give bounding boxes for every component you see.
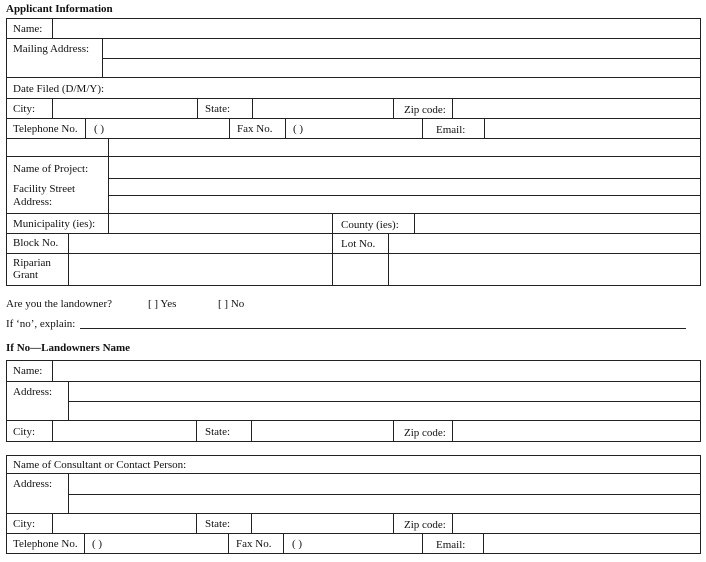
landowner-state-label: State:: [205, 426, 231, 438]
landowner-state-field[interactable]: [252, 421, 393, 441]
consultant-address-label: Address:: [13, 478, 53, 490]
facility-address-label: Address:: [13, 196, 53, 208]
date-filed-label: Date Filed (D/M/Y):: [13, 83, 105, 95]
mailing-address-field-1[interactable]: [103, 39, 700, 58]
landowner-city-field[interactable]: [53, 421, 196, 441]
email-field[interactable]: [485, 119, 700, 138]
consultant-city-field[interactable]: [53, 514, 196, 533]
landowner-address-field-2[interactable]: [69, 402, 700, 420]
landowner-yes-checkbox[interactable]: [ ] Yes: [148, 298, 177, 310]
project-name-label: Name of Project:: [13, 163, 89, 175]
landowner-name-field[interactable]: [53, 361, 700, 381]
municipality-field[interactable]: [109, 214, 332, 233]
lot-label: Lot No.: [341, 238, 376, 250]
name-field[interactable]: [53, 19, 700, 38]
riparian-label: Riparian: [13, 257, 51, 269]
consultant-heading: Name of Consultant or Contact Person:: [13, 459, 187, 471]
landowner-question: Are you the landowner?: [6, 298, 112, 310]
applicant-heading: Applicant Information: [6, 3, 113, 15]
city-field[interactable]: [53, 99, 197, 118]
consultant-state-field[interactable]: [252, 514, 393, 533]
facility-address-field-2[interactable]: [109, 196, 700, 213]
consultant-fax-field[interactable]: [284, 534, 422, 553]
mailing-address-label: Mailing Address:: [13, 43, 90, 55]
fax-label: Fax No.: [237, 123, 273, 135]
consultant-fax-area-code: ( ): [292, 538, 303, 550]
landowner-address-label: Address:: [13, 386, 53, 398]
consultant-address-field-2[interactable]: [69, 495, 700, 513]
fax-area-code: ( ): [293, 123, 304, 135]
block-field[interactable]: [69, 234, 332, 285]
consultant-telephone-field[interactable]: [85, 534, 228, 553]
facility-street-label: Facility Street: [13, 183, 76, 195]
block-label: Block No.: [13, 237, 59, 249]
municipality-label: Municipality (ies):: [13, 218, 96, 230]
county-label: County (ies):: [341, 219, 399, 231]
explain-label: If ‘no’, explain:: [6, 318, 76, 330]
landowner-address-field-1[interactable]: [69, 382, 700, 401]
fax-field[interactable]: [286, 119, 422, 138]
county-field[interactable]: [415, 214, 700, 233]
explain-field[interactable]: [80, 316, 686, 328]
city-label: City:: [13, 103, 36, 115]
explain-line: [80, 328, 686, 329]
zip-field[interactable]: [453, 99, 700, 118]
email-label: Email:: [436, 124, 466, 136]
telephone-label: Telephone No.: [13, 123, 78, 135]
landowner-zip-field[interactable]: [453, 421, 700, 441]
landowner-city-label: City:: [13, 426, 36, 438]
consultant-telephone-label: Telephone No.: [13, 538, 78, 550]
project-name-field[interactable]: [109, 157, 700, 178]
consultant-email-field[interactable]: [484, 534, 700, 553]
consultant-city-label: City:: [13, 518, 36, 530]
date-filed-field[interactable]: [120, 78, 700, 98]
telephone-field[interactable]: [86, 119, 229, 138]
consultant-email-label: Email:: [436, 539, 466, 551]
mailing-address-field-2[interactable]: [103, 59, 700, 77]
grant-label: Grant: [13, 269, 39, 281]
facility-address-field-1[interactable]: [109, 179, 700, 195]
consultant-address-field-1[interactable]: [69, 474, 700, 494]
consultant-fax-label: Fax No.: [236, 538, 272, 550]
name-label: Name:: [13, 23, 43, 35]
landowner-name-label: Name:: [13, 365, 43, 377]
landowner-no-checkbox[interactable]: [ ] No: [218, 298, 245, 310]
state-field[interactable]: [253, 99, 393, 118]
landowner-heading: If No—Landowners Name: [6, 342, 131, 354]
lot-field[interactable]: [389, 234, 700, 285]
state-label: State:: [205, 103, 231, 115]
consultant-zip-label: Zip code:: [404, 519, 446, 531]
consultant-telephone-area-code: ( ): [92, 538, 103, 550]
landowner-zip-label: Zip code:: [404, 427, 446, 439]
zip-label: Zip code:: [404, 104, 446, 116]
consultant-state-label: State:: [205, 518, 231, 530]
consultant-name-field[interactable]: [200, 456, 700, 473]
consultant-zip-field[interactable]: [453, 514, 700, 533]
telephone-area-code: ( ): [94, 123, 105, 135]
